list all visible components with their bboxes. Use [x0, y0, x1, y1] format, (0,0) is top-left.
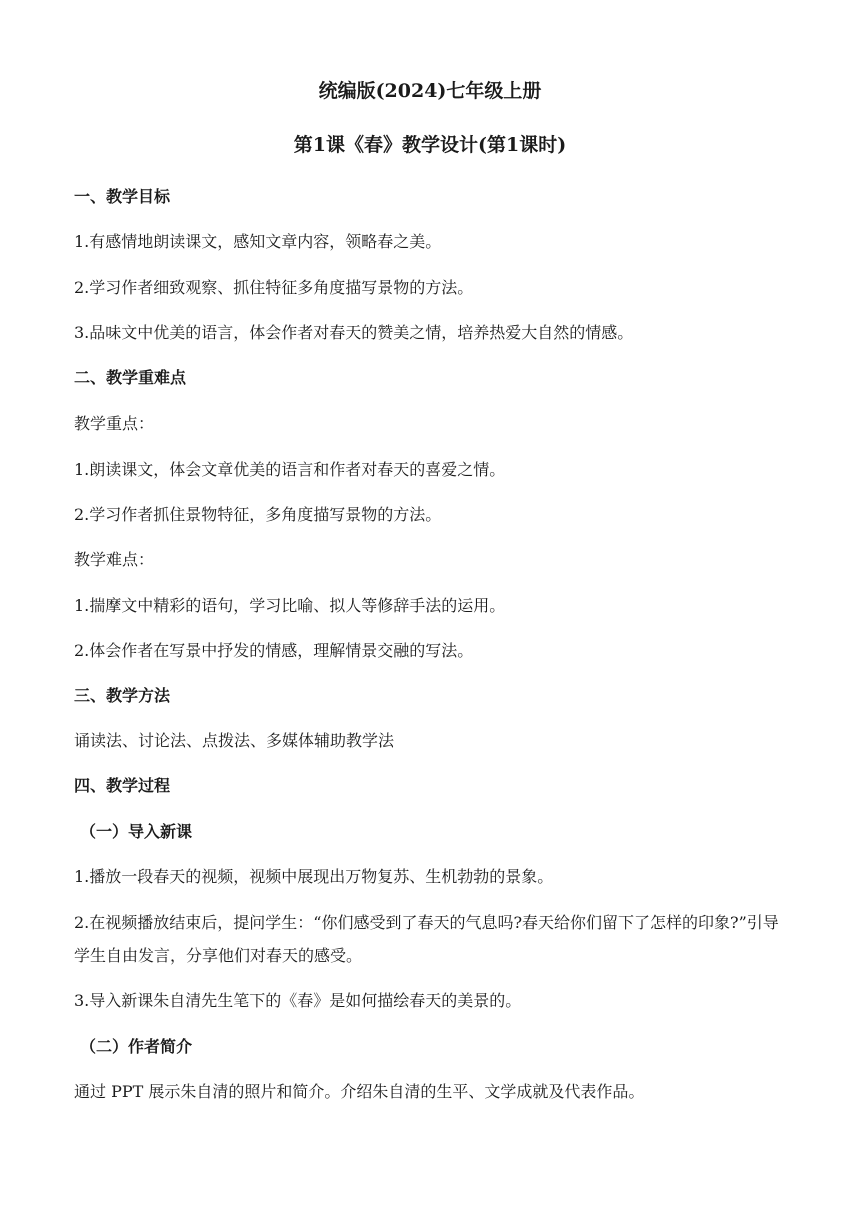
section-heading-key-points: 二、教学重难点 [74, 368, 187, 387]
document-title: 统编版(2024)七年级上册 [318, 80, 542, 102]
section-heading-objectives: 一、教学目标 [74, 187, 171, 206]
objective-item-1: 1.有感情地朗读课文，感知文章内容，领略春之美。 [74, 232, 442, 251]
objective-item-2: 2.学习作者细致观察、抓住特征多角度描写景物的方法。 [74, 278, 474, 297]
section-heading-methods: 三、教学方法 [74, 686, 171, 705]
author-text: 通过 PPT 展示朱自清的照片和简介。介绍朱自清的生平、文学成就及代表作品。 [74, 1082, 645, 1101]
lesson-title: 第1课《春》教学设计(第1课时) [293, 134, 567, 156]
intro-item-3: 3.导入新课朱自清先生笔下的《春》是如何描绘春天的美景的。 [74, 991, 522, 1010]
difficulty-item-2: 2.体会作者在写景中抒发的情感，理解情景交融的写法。 [74, 641, 474, 660]
objective-item-3: 3.品味文中优美的语言，体会作者对春天的赞美之情，培养热爱大自然的情感。 [74, 323, 634, 342]
focus-label: 教学重点： [74, 414, 155, 433]
difficulty-label: 教学难点： [74, 550, 155, 569]
focus-item-2: 2.学习作者抓住景物特征，多角度描写景物的方法。 [74, 505, 442, 524]
intro-item-1: 1.播放一段春天的视频，视频中展现出万物复苏、生机勃勃的景象。 [74, 867, 554, 886]
difficulty-item-1: 1.揣摩文中精彩的语句，学习比喻、拟人等修辞手法的运用。 [74, 596, 506, 615]
intro-item-2: 2.在视频播放结束后，提问学生：“你们感受到了春天的气息吗?春天给你们留下了怎样的印象?”引导学生自由发言，分享他们对春天的感受。 [74, 913, 779, 965]
section-heading-process: 四、教学过程 [74, 776, 171, 795]
subsection-heading-intro: （一）导入新课 [80, 822, 193, 841]
methods-text: 诵读法、讨论法、点拨法、多媒体辅助教学法 [74, 731, 395, 750]
focus-item-1: 1.朗读课文，体会文章优美的语言和作者对春天的喜爱之情。 [74, 460, 506, 479]
subsection-heading-author: （二）作者简介 [80, 1037, 193, 1056]
